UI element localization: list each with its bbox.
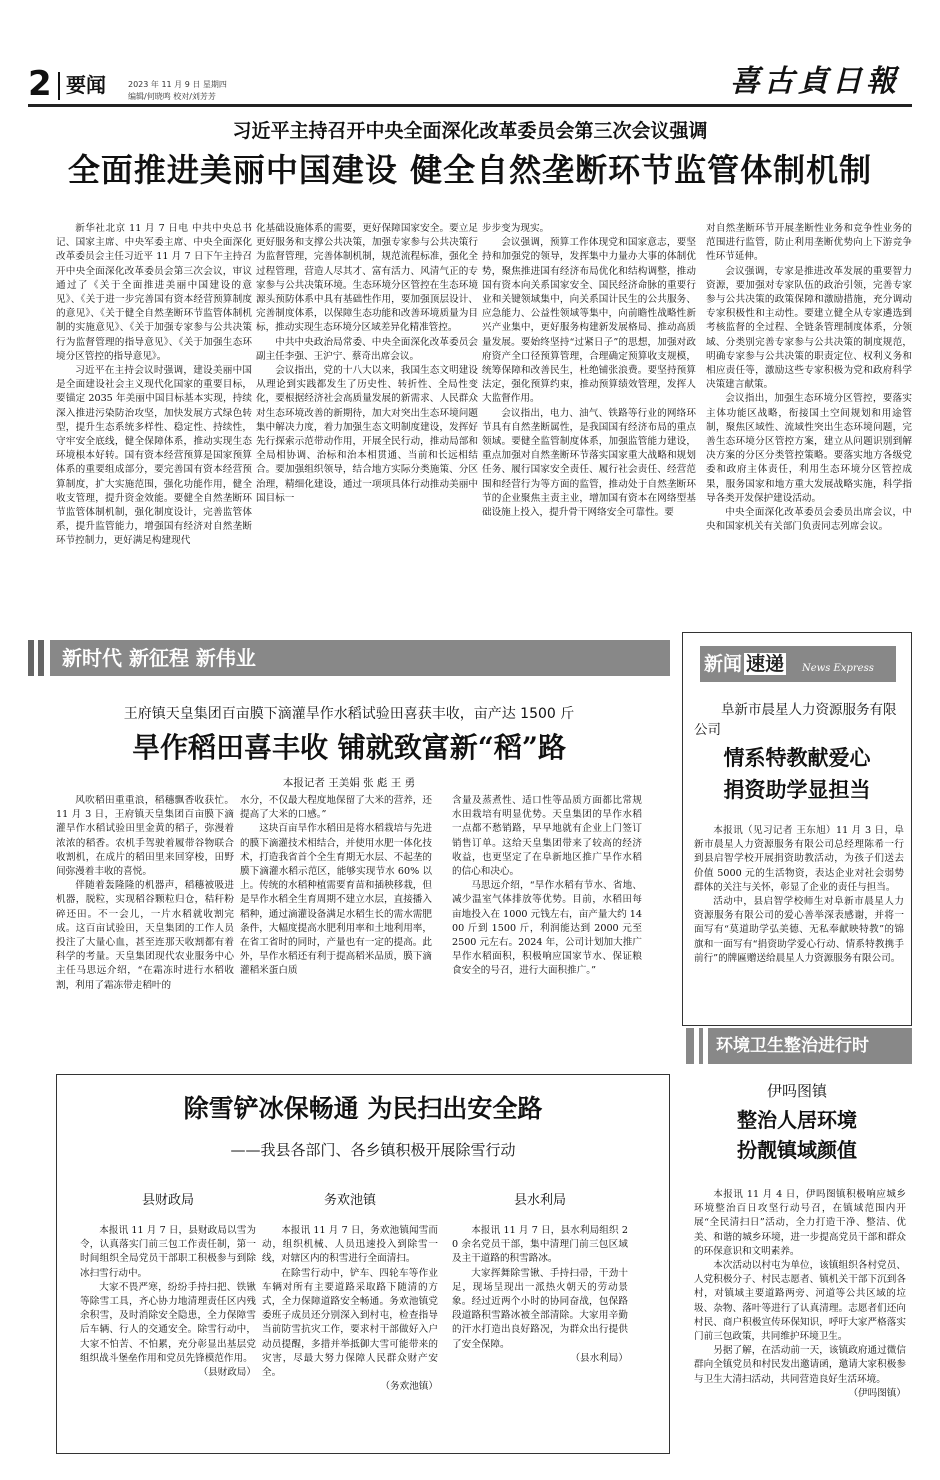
rice-column-3 <box>452 794 642 979</box>
paragraph: 在除雪行动中，铲车、四轮车等作业车辆对所有主要道路采取路下随清的方式，全力保障道路安全畅通。务欢池镇党委班子成员还分别深入到村屯，检查指导当前防雪抗灾工作，要求村干部做好入户动员提醒，多措并举抵御大雪可能带来的灾害，尽最大努力保障人民群众财产安全。 <box>262 1267 438 1379</box>
snow-headline: 除雪铲冰保畅通 为民扫出安全路 <box>183 1094 543 1123</box>
lead-column-3 <box>482 222 696 520</box>
paragraph: 大家不畏严寒，纷纷手持扫把、铁锹等除雪工具，齐心协力地清理责任区内残余积雪，及时消除安全隐患，全力保障雪后车辆、行人的交通安全。除雪行动中，大家不怕苦、不怕累，充分彰显出基层党组织战斗堡垒作用和党员先锋模范作用。 <box>80 1281 256 1364</box>
snow-item-title: 县财政局 <box>141 1193 194 1208</box>
paragraph: 风吹稻田重重浪，稻穗飘香收获忙。11 月 3 日，王府镇天皇集团百亩膜下滴灌旱作水稻试验田里金黄的稻子，弥漫着浓浓的稻香。农机手驾驶着履带谷物联合收割机，在成片的稻田里来回穿梭，田野间弥漫着丰收的喜悦。 <box>56 795 234 878</box>
editors-line: 编辑/何晓鸣 校对/刘芳芳 <box>128 92 216 101</box>
paragraph: 化基础设施体系的需要，更好保障国家安全。要立足更好服务和支撑公共决策，加强专家参与公共决策行为监督管理，完善体制机制，规范流程标准，强化全过程管理，营造人尽其才、富有活力、风清气正的专家参与公共决策环境。生态环境分区管控在生态环境源头预防体系中具有基础性作用，要加强顶层设计、完善制度体系，以保障生态功能和改善环境质量为目标，推动实现生态环境分区域差异化精准管控。 <box>256 223 478 334</box>
paragraph: 中央全面深化改革委员会委员出席会议，中央和国家机关有关部门负责同志列席会议。 <box>706 507 912 533</box>
paragraph: 新华社北京 11 月 7 日电 中共中央总书记、国家主席、中央军委主席、中央全面深化改革委员会主任习近平 11 月 7 日下午主持召开中央全面深化改革委员会第三次会议，审议通过了《关于全面推进美丽中国建设的意见》、《关于进一步完善国有资本经营预算制度的意见》、《关于健全自然垄断环节监管体制机制的实施意见》、《关于加强专家参与公共决策行为监督管理的指导意见》、《关于加强生态环境分区管控的指导意见》。 <box>56 223 252 362</box>
snow-item-body <box>262 1224 438 1394</box>
era-banner <box>50 640 670 676</box>
rice-byline: 本报记者 王美娟 张 彪 王 勇 <box>282 777 416 789</box>
paragraph: 本报讯（见习记者 王东旭）11 月 3 日，阜新市晨星人力资源服务有限公司总经理陈希一行到县启智学校开展捐资助教活动，为孩子们送去价值 5000 元的生活物资，表达企业对社会弱势群体的关注与关怀，彰显了企业的责任与担当。 <box>694 825 904 893</box>
masthead-rule <box>28 104 912 107</box>
lead-headline: 全面推进美丽中国建设 健全自然垄断环节监管体制机制 <box>67 151 873 189</box>
paragraph: 会议强调，专家是推进改革发展的重要智力资源，要加强对专家队伍的政治引领，完善专家参与公共决策的政策保障和激励措施，充分调动专家积极性和主动性。要建立健全从专家遴选到考核监督的全过程、全链条管理制度体系，分领域、分类别完善专家参与公共决策的制度规范，明确专家参与公共决策的职责定位、权利义务和相应责任等，激励这些专家积极为党和政府科学决策建言献策。 <box>706 265 912 391</box>
env-banner-stripe <box>703 1028 708 1064</box>
express-body <box>694 824 904 966</box>
env-headline-2: 扮靓镇域颜值 <box>737 1138 857 1162</box>
lead-column-4 <box>706 222 912 534</box>
snow-item-title: 务欢池镇 <box>323 1193 376 1208</box>
paragraph: 对自然垄断环节开展垄断性业务和竞争性业务的范围进行监管，防止利用垄断优势向上下游竞争性环节延伸。 <box>706 223 912 263</box>
snow-subtitle: ——我县各部门、各乡镇积极开展除雪行动 <box>230 1141 516 1159</box>
express-banner-label <box>704 650 786 678</box>
express-org: 阜新市晨星人力资源服务有限公司 <box>694 702 897 738</box>
express-banner-word-b: 速递 <box>746 653 785 675</box>
paragraph: 水分，不仅最大程度地保留了大米的营养，还提高了大米的口感。” <box>240 795 432 821</box>
env-headline-1: 整治人居环境 <box>737 1108 857 1132</box>
paragraph: 会议指出，电力、油气、铁路等行业的网络环节具有自然垄断属性，是我国国有经济布局的重点领域。要健全监管制度体系，加强监管能力建设，重点加强对自然垄断环节落实国家重大战略和规划任务、履行国家安全责任、履行社会责任、经营范围和经营行为等方面的监管，推动处于自然垄断环节的企业聚焦主责主业，增加国有资本在网络型基础设施上投入，提升骨干网络安全可靠性。要 <box>482 407 696 519</box>
snow-item-body <box>80 1224 256 1380</box>
section-name: 要闻 <box>66 73 106 97</box>
paragraph: 含量及蒸煮性、适口性等品质方面都比常规水田栽培有明显优势。天皇集团的旱作水稻一点都不愁销路，早早地就有企业上门签订销售订单。这给天皇集团带来了较高的经济收益，也更坚定了在阜新地区推广旱作水稻的信心和决心。 <box>452 795 642 878</box>
rice-column-1 <box>56 794 234 993</box>
snow-item-source: （县财政局） <box>198 1367 256 1379</box>
paragraph: 本报讯 11 月 7 日，县财政局以雪为令，认真落实门前三包工作责任制，第一时间组织全局党员干部职工积极参与到除冰扫雪行动中。 <box>80 1225 256 1279</box>
paragraph: 中共中央政治局常委、中央全面深化改革委员会副主任李强、王沪宁、蔡奇出席会议。 <box>256 336 478 362</box>
paragraph: 活动中，县启智学校师生对阜新市晨星人力资源服务有限公司的爱心善举深表感谢，并将一面写有“莫道助学弘美德、无私奉献映特教”的锦旗和一面写有“捐资助学爱心行动、情系特教携手前行”的牌匾赠送给晨星人力资源服务有限公司。 <box>694 896 904 964</box>
rice-column-2 <box>240 794 432 979</box>
paragraph: 另据了解，在活动前一天，该镇政府通过微信群向全镇党员和村民发出邀请函，邀请大家积极参与卫生大清扫活动，共同营造良好生活环境。 <box>694 1345 906 1385</box>
paragraph: 会议指出，党的十八大以来，我国生态文明建设从理论到实践都发生了历史性、转折性、全局性变化，要根据经济社会高质量发展的新需求、人民群众对生态环境改善的新期待，加大对突出生态环境问题集中解决力度，着力加强生态文明制度建设，发挥好先行探索示范带动作用，开展全民行动，推动局部和全局相协调、治标和治本相贯通、当前和长远相结合。要加强组织领导，结合地方实际分类施策、分区治理，精细化建设，通过一项项具体行动推动美丽中国目标一 <box>256 365 478 504</box>
rice-kicker: 王府镇天皇集团百亩膜下滴灌旱作水稻试验田喜获丰收，亩产达 1500 斤 <box>123 706 575 722</box>
paragraph: 大家挥舞除雪锹、手持扫帚，干劲十足，现场呈现出一派热火朝天的劳动景象。经过近两个小时的协同奋战，包保路段道路积雪路冰被全部清除。大家用辛勤的汗水打造出良好路况，为群众出行提供了安全保障。 <box>452 1267 628 1350</box>
era-banner-stripes <box>28 640 34 676</box>
snow-item-title: 县水利局 <box>513 1193 566 1208</box>
env-banner-stripe <box>694 1028 699 1064</box>
paragraph: 习近平在主持会议时强调，建设美丽中国是全面建设社会主义现代化国家的重要目标，要锚定 2035 年美丽中国目标基本实现，持续深入推进污染防治攻坚，加快发展方式绿色转型，提升生态系统多样性、稳定性、持续性，守牢安全底线，健全保障体系，推动实现生态环境根本好转。国有资本经营预算是国家预算体系的重要组成部分，要完善国有资本经营预算制度，扩大实施范围，强化功能作用，健全收支管理，提升资金效能。要健全自然垄断环节监管体制机制，强化制度设计，完善监管体系，提升监管能力，增强国有经济对自然垄断环节控制力，更好满足构建现代 <box>56 365 252 547</box>
newspaper-name-logo: 喜古貞日報 <box>730 64 900 99</box>
paragraph: 步步变为现实。 <box>482 223 550 234</box>
lead-kicker: 习近平主持召开中央全面深化改革委员会第三次会议强调 <box>232 120 708 142</box>
era-banner-text: 新时代 新征程 新伟业 <box>62 646 256 670</box>
paragraph: 本报讯 11 月 7 日，务欢池镇闻雪而动，组织机械、人员迅速投入到除雪一线，对辖区内的积雪进行全面清扫。 <box>262 1225 438 1265</box>
era-banner-stripes <box>38 640 44 676</box>
express-headline-1: 情系特教献爱心 <box>723 745 871 770</box>
paragraph: 马思远介绍，“旱作水稻有节水、省地、减少温室气体排放等优势。目前，水稻田每亩地投入在 1000 元钱左右，亩产量大约 1400 斤到 1500 斤，利润能达到 2000 元至 2500 元左右。2024 年，公司计划加大推广旱作水稻面积，积极响应国家节水、保证粮食安全的号召，进行大面积推广。” <box>452 880 642 977</box>
rice-headline: 旱作稻田喜丰收 铺就致富新“稻”路 <box>132 731 566 764</box>
snow-item-source: （县水利局） <box>570 1352 628 1364</box>
snow-item-body <box>452 1224 628 1366</box>
paragraph: 会议指出，加强生态环境分区管控，要落实主体功能区战略，衔接国土空间规划和用途管制，聚焦区域性、流域性突出生态环境问题，完善生态环境分区管控方案，建立从问题识别到解决方案的分区分类管控策略。要落实地方各级党委和政府主体责任，利用生态环境分区管控成果，服务国家和地方重大发展战略实施，科学指导各类开发保护建设活动。 <box>706 393 912 504</box>
section-divider <box>58 72 60 100</box>
env-body <box>694 1188 906 1401</box>
express-banner-en: News Express <box>802 663 874 674</box>
paragraph: 本次活动以村屯为单位，该镇组织各村党员、人党积极分子、村民志愿者、镇机关干部下沉到各村，对镇域主要道路两旁、河道等公共区域的垃圾、杂物、落叶等进行了认真清理。志愿者们还向村民、商户积极宣传环保知识，呼吁大家严格落实门前三包政策，共同维护环境卫生。 <box>694 1260 906 1343</box>
env-org: 伊吗图镇 <box>766 1082 827 1100</box>
lead-column-2 <box>256 222 478 506</box>
lead-column-1 <box>56 222 252 549</box>
express-banner-word-a: 新闻 <box>704 653 743 675</box>
env-source: （伊吗图镇） <box>848 1387 906 1399</box>
snow-item-source: （务欢池镇） <box>380 1381 438 1393</box>
paragraph: 伴随着轰隆隆的机器声，稻穗被吸进机器，脱粒，实现稻谷颗粒归仓，秸秆粉碎还田。不一会儿，一片水稻就收割完成。这百亩试验田，天皇集团的工作人员投注了大量心血，甚至连那天收割都有着科学的考量。天皇集团现代农业服务中心主任马思远介绍，“在霜冻时进行水稻收割，利用了霜冻带走稻叶的 <box>56 880 234 991</box>
express-headline-2: 捐资助学显担当 <box>723 777 871 802</box>
env-banner-text: 环境卫生整治进行时 <box>716 1036 869 1056</box>
paragraph: 本报讯 11 月 7 日，县水利局组织 20 余名党员干部，集中清理门前三包区域及主干道路的积雪路冰。 <box>452 1225 628 1265</box>
page-number: 2 <box>28 64 52 104</box>
paragraph: 本报讯 11 月 4 日，伊吗图镇积极响应城乡环境整治百日攻坚行动号召，在镇域范围内开展“全民清扫日”活动，全力打造干净、整洁、优美、和谐的城乡环境，进一步提高党员干部和群众的环保意识和文明素养。 <box>694 1189 906 1257</box>
issue-date: 2023 年 11 月 9 日 星期四 <box>128 80 227 89</box>
paragraph: 这块百亩旱作水稻田是将水稻栽培与先进的膜下滴灌技术相结合，并使用水肥一体化技术，打造我省首个全生育期无水层、不起垄的膜下滴灌水稻示范区，能够实现节水 60% 以上。传统的水稻种植需要育苗和插秧移栽，但是旱作水稻全生育周期不建立水层，直接播入稻种，通过滴灌设备满足水稻生长的需水需肥条件，大幅度提高水肥利用率和土地利用率，在省工省时的同时，产量也有一定的提高。此外，旱作水稻还有利于提高稻米品质，膜下滴灌稻米蛋白质 <box>240 823 432 977</box>
paragraph: 会议强调，预算工作体现党和国家意志，要坚持和加强党的领导，发挥集中力量办大事的体制优势，聚焦推进国有经济布局优化和结构调整，推动国有资本向关系国家安全、国民经济命脉的重要行业和关键领域集中，向关系国计民生的公共服务、应急能力、公益性领域等集中，向前瞻性战略性新兴产业集中，更好服务构建新发展格局、推动高质量发展。要始终坚持“过紧日子”的思想，加强对政府资产全口径预算管理，合理确定预算收支规模，统筹保障和改善民生，杜绝铺张浪费。要坚持预算法定，强化预算约束，推动预算绩效管理，发挥人大监督作用。 <box>482 237 696 405</box>
